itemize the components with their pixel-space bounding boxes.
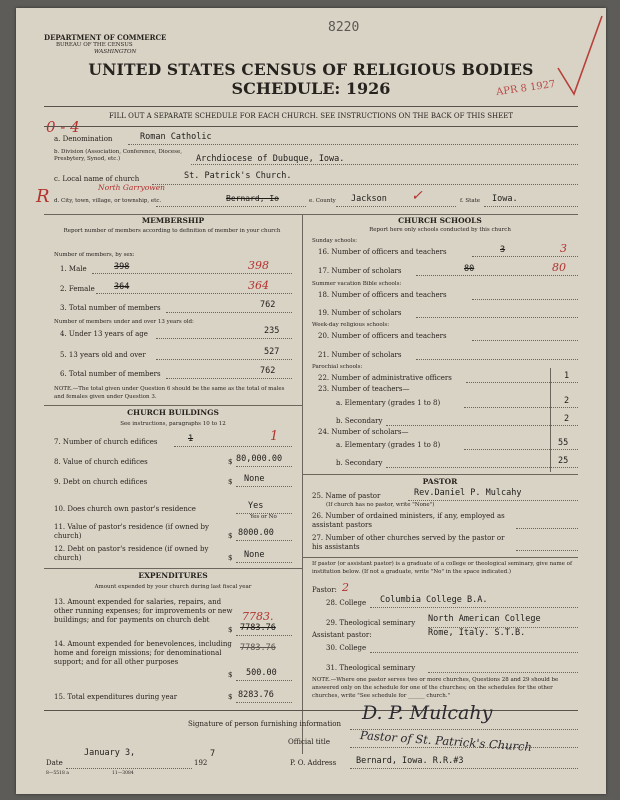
q10-label: 10. Does church own pastor's residence	[54, 505, 196, 513]
q24-label: 24. Number of scholars—	[318, 428, 409, 436]
q24a-label: a. Elementary (grades 1 to 8)	[336, 441, 441, 449]
q6-label: 6. Total number of members	[60, 370, 161, 378]
q7-handwritten-value: 1	[270, 429, 279, 444]
q7-label: 7. Number of church edifices	[54, 438, 158, 446]
q9-label: 9. Debt on church edifices	[54, 478, 148, 486]
denomination-value: Roman Catholic	[140, 132, 212, 142]
q9-value: None	[244, 474, 265, 484]
q6-line	[166, 378, 292, 379]
signature-label: Signature of person furnishing information	[188, 720, 342, 728]
q25-line	[408, 500, 578, 501]
local-name-value: St. Patrick's Church.	[184, 171, 292, 181]
q2-line	[96, 293, 292, 294]
q4-label: 4. Under 13 years of age	[60, 330, 148, 338]
pastor-label: Pastor:	[312, 586, 337, 594]
q28-line	[370, 607, 578, 608]
q11-label: 11. Value of pastor's residence (if owned by church)	[54, 523, 209, 540]
q11-value: 8000.00	[238, 528, 274, 538]
q4-line	[156, 338, 292, 339]
q12-label: 12. Debt on pastor's residence (if owned by church)	[54, 545, 209, 562]
address-line	[350, 768, 578, 769]
red-margin-r: R	[36, 186, 50, 207]
q16-line	[472, 256, 578, 257]
q13-typed-value: 7783.76	[240, 623, 276, 633]
footer-rule	[44, 710, 578, 711]
q2-typed-value: 364	[114, 282, 130, 292]
q25-label: 25. Name of pastor	[312, 492, 381, 500]
address-value: Bernard, Iowa. R.R.#3	[356, 756, 464, 766]
q28-value: Columbia College B.A.	[380, 595, 488, 605]
q1-typed-value: 398	[114, 262, 130, 272]
buildings-heading: CHURCH BUILDINGS	[127, 408, 219, 417]
q29-label: 29. Theological seminary	[326, 619, 416, 627]
print-code-2: 11—3084	[112, 771, 134, 776]
graduate-note: If pastor (or assistant pastor) is a graduate of a college or theological seminary, give name of institution below. (If not a graduate, write "No" in the space indicated.)	[312, 561, 573, 575]
schedule-title: SCHEDULE: 1926	[231, 79, 391, 98]
q14-struck-value: 7783.76	[240, 643, 276, 653]
q27-label: 27. Number of other churches served by the pastor or his assistants	[312, 534, 505, 551]
date-label: Date	[46, 759, 63, 767]
q30-label: 30. College	[326, 644, 367, 652]
q24a-value: 55	[558, 438, 569, 448]
city-label: WASHINGTON	[94, 49, 137, 55]
q7-typed-value: 1	[188, 434, 194, 444]
q11-dollar: $	[228, 532, 233, 540]
seminary-location: Rome, Italy. S.T.B.	[428, 628, 526, 638]
expenditures-heading: EXPENDITURES	[138, 571, 208, 580]
handwritten-town-correction: North Garryowen	[98, 183, 165, 192]
q13-label: 13. Amount expended for salaries, repairs, and other running expenses; for improvements or new buildings; and for payments on church debt	[54, 598, 233, 624]
q29-value: North American College	[428, 614, 541, 624]
q23b-label: b. Secondary	[336, 417, 383, 425]
local-name-label: c. Local name of church	[54, 175, 140, 183]
buildings-sub: See instructions, paragraphs 10 to 12	[120, 421, 226, 427]
red-mark-pastor: 2	[342, 581, 349, 594]
q20-line	[472, 340, 578, 341]
q5-value: 527	[264, 347, 280, 357]
date-line	[66, 768, 192, 769]
print-code: 8—5518 a	[46, 771, 69, 776]
q26-line	[516, 528, 578, 529]
q4-value: 235	[264, 326, 280, 336]
membership-heading: MEMBERSHIP	[141, 216, 205, 225]
q13-dollar: $	[228, 626, 233, 634]
by-sex-label: Number of members, by sex:	[54, 252, 135, 258]
schools-rule	[302, 474, 578, 475]
q9-dollar: $	[228, 478, 233, 486]
division-value: Archdiocese of Dubuque, Iowa.	[196, 154, 345, 164]
q8-line	[236, 466, 292, 467]
q23a-label: a. Elementary (grades 1 to 8)	[336, 399, 441, 407]
q15-value: 8283.76	[238, 690, 274, 700]
address-label: P. O. Address	[290, 759, 337, 767]
q14-value: 500.00	[246, 668, 277, 678]
assistant-label: Assistant pastor:	[312, 631, 372, 639]
q17-label: 17. Number of scholars	[318, 267, 402, 275]
q31-line	[428, 672, 578, 673]
q16-typed-value: 3	[500, 245, 506, 255]
city-label: d. City, town, village, or township, etc.	[54, 198, 162, 204]
q15-line	[236, 702, 292, 703]
q15-dollar: $	[228, 693, 233, 701]
q12-value: None	[244, 550, 265, 560]
q7-line	[174, 446, 292, 447]
q23a-line	[464, 407, 578, 408]
county-label: e. County	[309, 198, 336, 204]
bureau-label: BUREAU OF THE CENSUS	[56, 42, 133, 48]
age-intro: Number of members under and over 13 years old:	[54, 319, 194, 325]
city-line	[156, 206, 306, 207]
q13-handwritten-value: 7783.	[242, 610, 274, 623]
q23a-value: 2	[564, 396, 570, 406]
date-value: January 3,	[84, 748, 136, 758]
red-check-mark	[552, 10, 606, 102]
q20-label: 20. Number of officers and teachers	[318, 332, 447, 340]
census-schedule-sheet	[16, 8, 606, 794]
schools-sub: Report here only schools conducted by this church	[369, 227, 511, 233]
q17-typed-value: 80	[464, 264, 475, 274]
sunday-label: Sunday schools:	[312, 238, 358, 244]
q17-line	[416, 275, 578, 276]
q12-line	[236, 562, 292, 563]
q8-label: 8. Value of church edifices	[54, 458, 148, 466]
form-title: UNITED STATES CENSUS OF RELIGIOUS BODIES	[88, 60, 534, 79]
expenditures-sub: Amount expended by your church during last fiscal year	[94, 584, 252, 590]
q15-label: 15. Total expenditures during year	[54, 693, 178, 701]
received-date-stamp: APR 8 1927	[495, 78, 557, 99]
pastor-note: NOTE.—Where one pastor serves two or more churches, Questions 28 and 29 should be answered only on the schedule for one of the churches; on the schedules for the other churches, write "See schedule for ______ church."	[312, 677, 559, 699]
q21-line	[416, 359, 578, 360]
year-prefix: 192	[194, 759, 208, 767]
q14-line	[236, 680, 292, 681]
q18-label: 18. Number of officers and teachers	[318, 291, 447, 299]
q1-label: 1. Male	[60, 265, 87, 273]
stamp-number: 8220	[328, 20, 360, 35]
q19-line	[416, 317, 578, 318]
q16-label: 16. Number of officers and teachers	[318, 248, 447, 256]
q2-label: 2. Female	[60, 285, 95, 293]
q3-value: 762	[260, 300, 276, 310]
q17-handwritten-value: 80	[552, 261, 566, 274]
q11-line	[236, 540, 292, 541]
official-title-label: Official title	[288, 738, 330, 746]
division-label: b. Division (Association, Conference, Diocese, Presbytery, Synod, etc.)	[54, 149, 182, 162]
q19-label: 19. Number of scholars	[318, 309, 402, 317]
q8-value: 80,000.00	[236, 454, 283, 464]
q3-label: 3. Total number of members	[60, 304, 161, 312]
q25-value: Rev.Daniel P. Mulcahy	[414, 488, 522, 498]
title-rule-top	[44, 106, 578, 107]
q13-line	[236, 635, 292, 636]
q16-handwritten-value: 3	[560, 242, 567, 255]
q22-line	[466, 382, 578, 383]
local-name-line	[152, 184, 578, 185]
q12-dollar: $	[228, 554, 233, 562]
q18-line	[472, 299, 578, 300]
red-code-mark: 0 - 4	[46, 118, 80, 136]
denomination-label: a. Denomination	[54, 135, 113, 143]
q5-label: 5. 13 years old and over	[60, 351, 146, 359]
q1-handwritten-value: 398	[248, 259, 269, 272]
state-label: f. State	[460, 198, 481, 204]
parochial-box-left	[550, 368, 551, 472]
q1-line	[92, 273, 292, 274]
city-value: Bernard, Io	[226, 194, 279, 203]
q23-label: 23. Number of teachers—	[318, 385, 410, 393]
membership-rule	[44, 405, 302, 406]
q23b-value: 2	[564, 414, 570, 424]
q10-value: Yes	[248, 501, 264, 511]
official-title-value: Pastor of St. Patrick's Church	[359, 728, 533, 755]
instruction-line: FILL OUT A SEPARATE SCHEDULE FOR EACH CHURCH. SEE INSTRUCTIONS ON THE BACK OF THIS SHEET	[108, 112, 514, 120]
state-line	[484, 206, 578, 207]
q5-line	[156, 359, 292, 360]
q31-label: 31. Theological seminary	[326, 664, 416, 672]
pastor-rule	[302, 557, 578, 558]
weekday-label: Week-day religious schools:	[312, 322, 390, 328]
q14-label: 14. Amount expended for benevolences, including home and foreign missions; for denominational support; and for all other purposes	[54, 640, 232, 666]
q25-sub: (If church has no pastor, write "None")	[326, 502, 435, 508]
parochial-label: Parochial schools:	[312, 364, 363, 370]
pastor-heading: PASTOR	[422, 477, 458, 486]
schools-heading: CHURCH SCHOOLS	[398, 216, 482, 225]
q24a-line	[464, 449, 578, 450]
county-value: Jackson	[351, 194, 387, 204]
buildings-rule	[44, 568, 302, 569]
q14-dollar: $	[228, 671, 233, 679]
state-value: Iowa.	[492, 194, 518, 204]
id-section-rule	[44, 214, 578, 215]
red-check-county: ✓	[411, 188, 423, 204]
q10-hint: Yes or No	[250, 514, 277, 520]
county-line	[336, 206, 456, 207]
year-value: 7	[210, 749, 216, 759]
department-label: DEPARTMENT OF COMMERCE	[44, 33, 167, 42]
division-line	[191, 164, 578, 165]
signature-value: D. P. Mulcahy	[362, 702, 493, 724]
q2-handwritten-value: 364	[248, 279, 269, 292]
q27-line	[516, 550, 578, 551]
q24b-label: b. Secondary	[336, 459, 383, 467]
membership-intro: Report number of members according to definition of member in your church	[63, 228, 281, 234]
denomination-line	[128, 144, 578, 145]
title-rule-bottom	[44, 126, 578, 127]
q22-label: 22. Number of administrative officers	[318, 374, 452, 382]
q22-value: 1	[564, 371, 570, 381]
q21-label: 21. Number of scholars	[318, 351, 402, 359]
membership-note: NOTE.—The total given under Question 6 should be the same as the total of males and females given under Question 3.	[54, 386, 285, 400]
q24b-value: 25	[558, 456, 569, 466]
q3-line	[166, 312, 292, 313]
q28-label: 28. College	[326, 599, 367, 607]
q8-dollar: $	[228, 458, 233, 466]
q30-line	[370, 652, 578, 653]
q26-label: 26. Number of ordained ministers, if any, employed as assistant pastors	[312, 512, 505, 529]
vacation-label: Summer vacation Bible schools:	[312, 281, 402, 287]
q6-value: 762	[260, 366, 276, 376]
q9-line	[236, 486, 292, 487]
